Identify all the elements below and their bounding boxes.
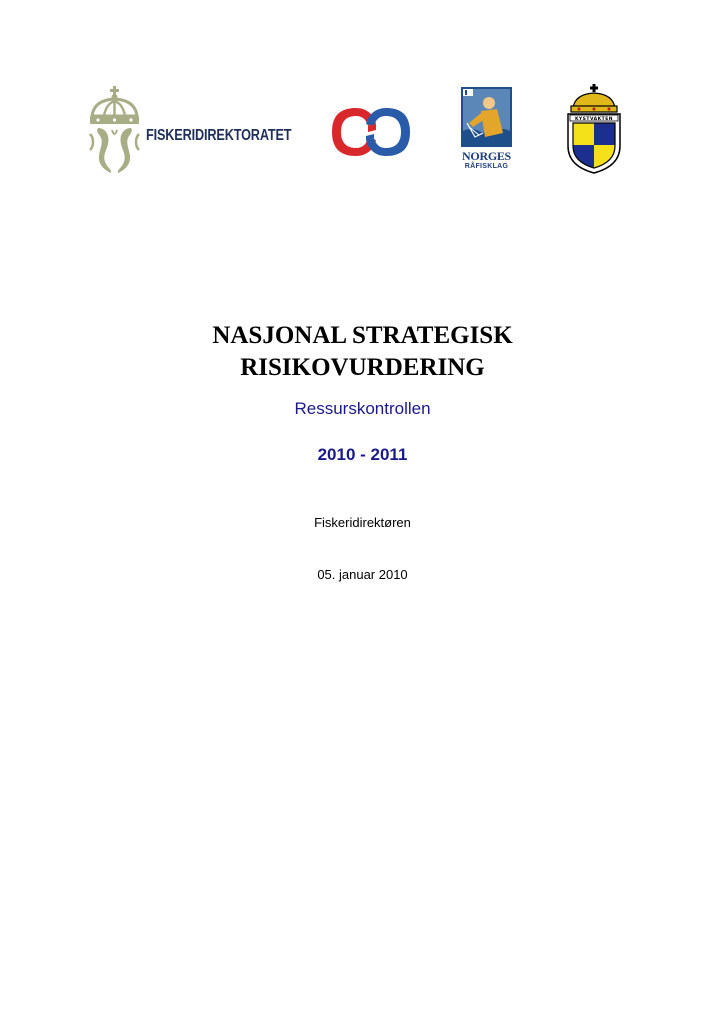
fiskeridirektoratet-wordmark: FISKERIDIREKTORATET [146,127,292,144]
fiskeridirektoratet-logo [84,86,304,174]
raafisklag-wordmark-line2: RÅFISKLAG [464,163,509,170]
document-author: Fiskeridirektøren [314,515,411,530]
document-years: 2010 - 2011 [317,445,408,464]
interlocked-rings-logo [328,104,414,160]
document-title-line-1: NASJONAL STRATEGISK [212,322,513,349]
fisherman-icon [459,87,514,149]
norges-raafisklag-logo [459,87,514,173]
document-subtitle: Ressurskontrollen [294,399,431,418]
crown-mermaids-emblem-icon [84,86,146,174]
svg-text:KYSTVAKTEN: KYSTVAKTEN [574,117,614,122]
kystvakten-logo [565,84,623,174]
raafisklag-wordmark-line1: NORGES [462,149,511,163]
interlocked-rings-icon [328,104,414,160]
document-date: 05. januar 2010 [317,567,408,582]
document-title-line-2: RISIKOVURDERING [240,354,485,381]
kystvakten-shield-crest-icon [565,84,623,174]
